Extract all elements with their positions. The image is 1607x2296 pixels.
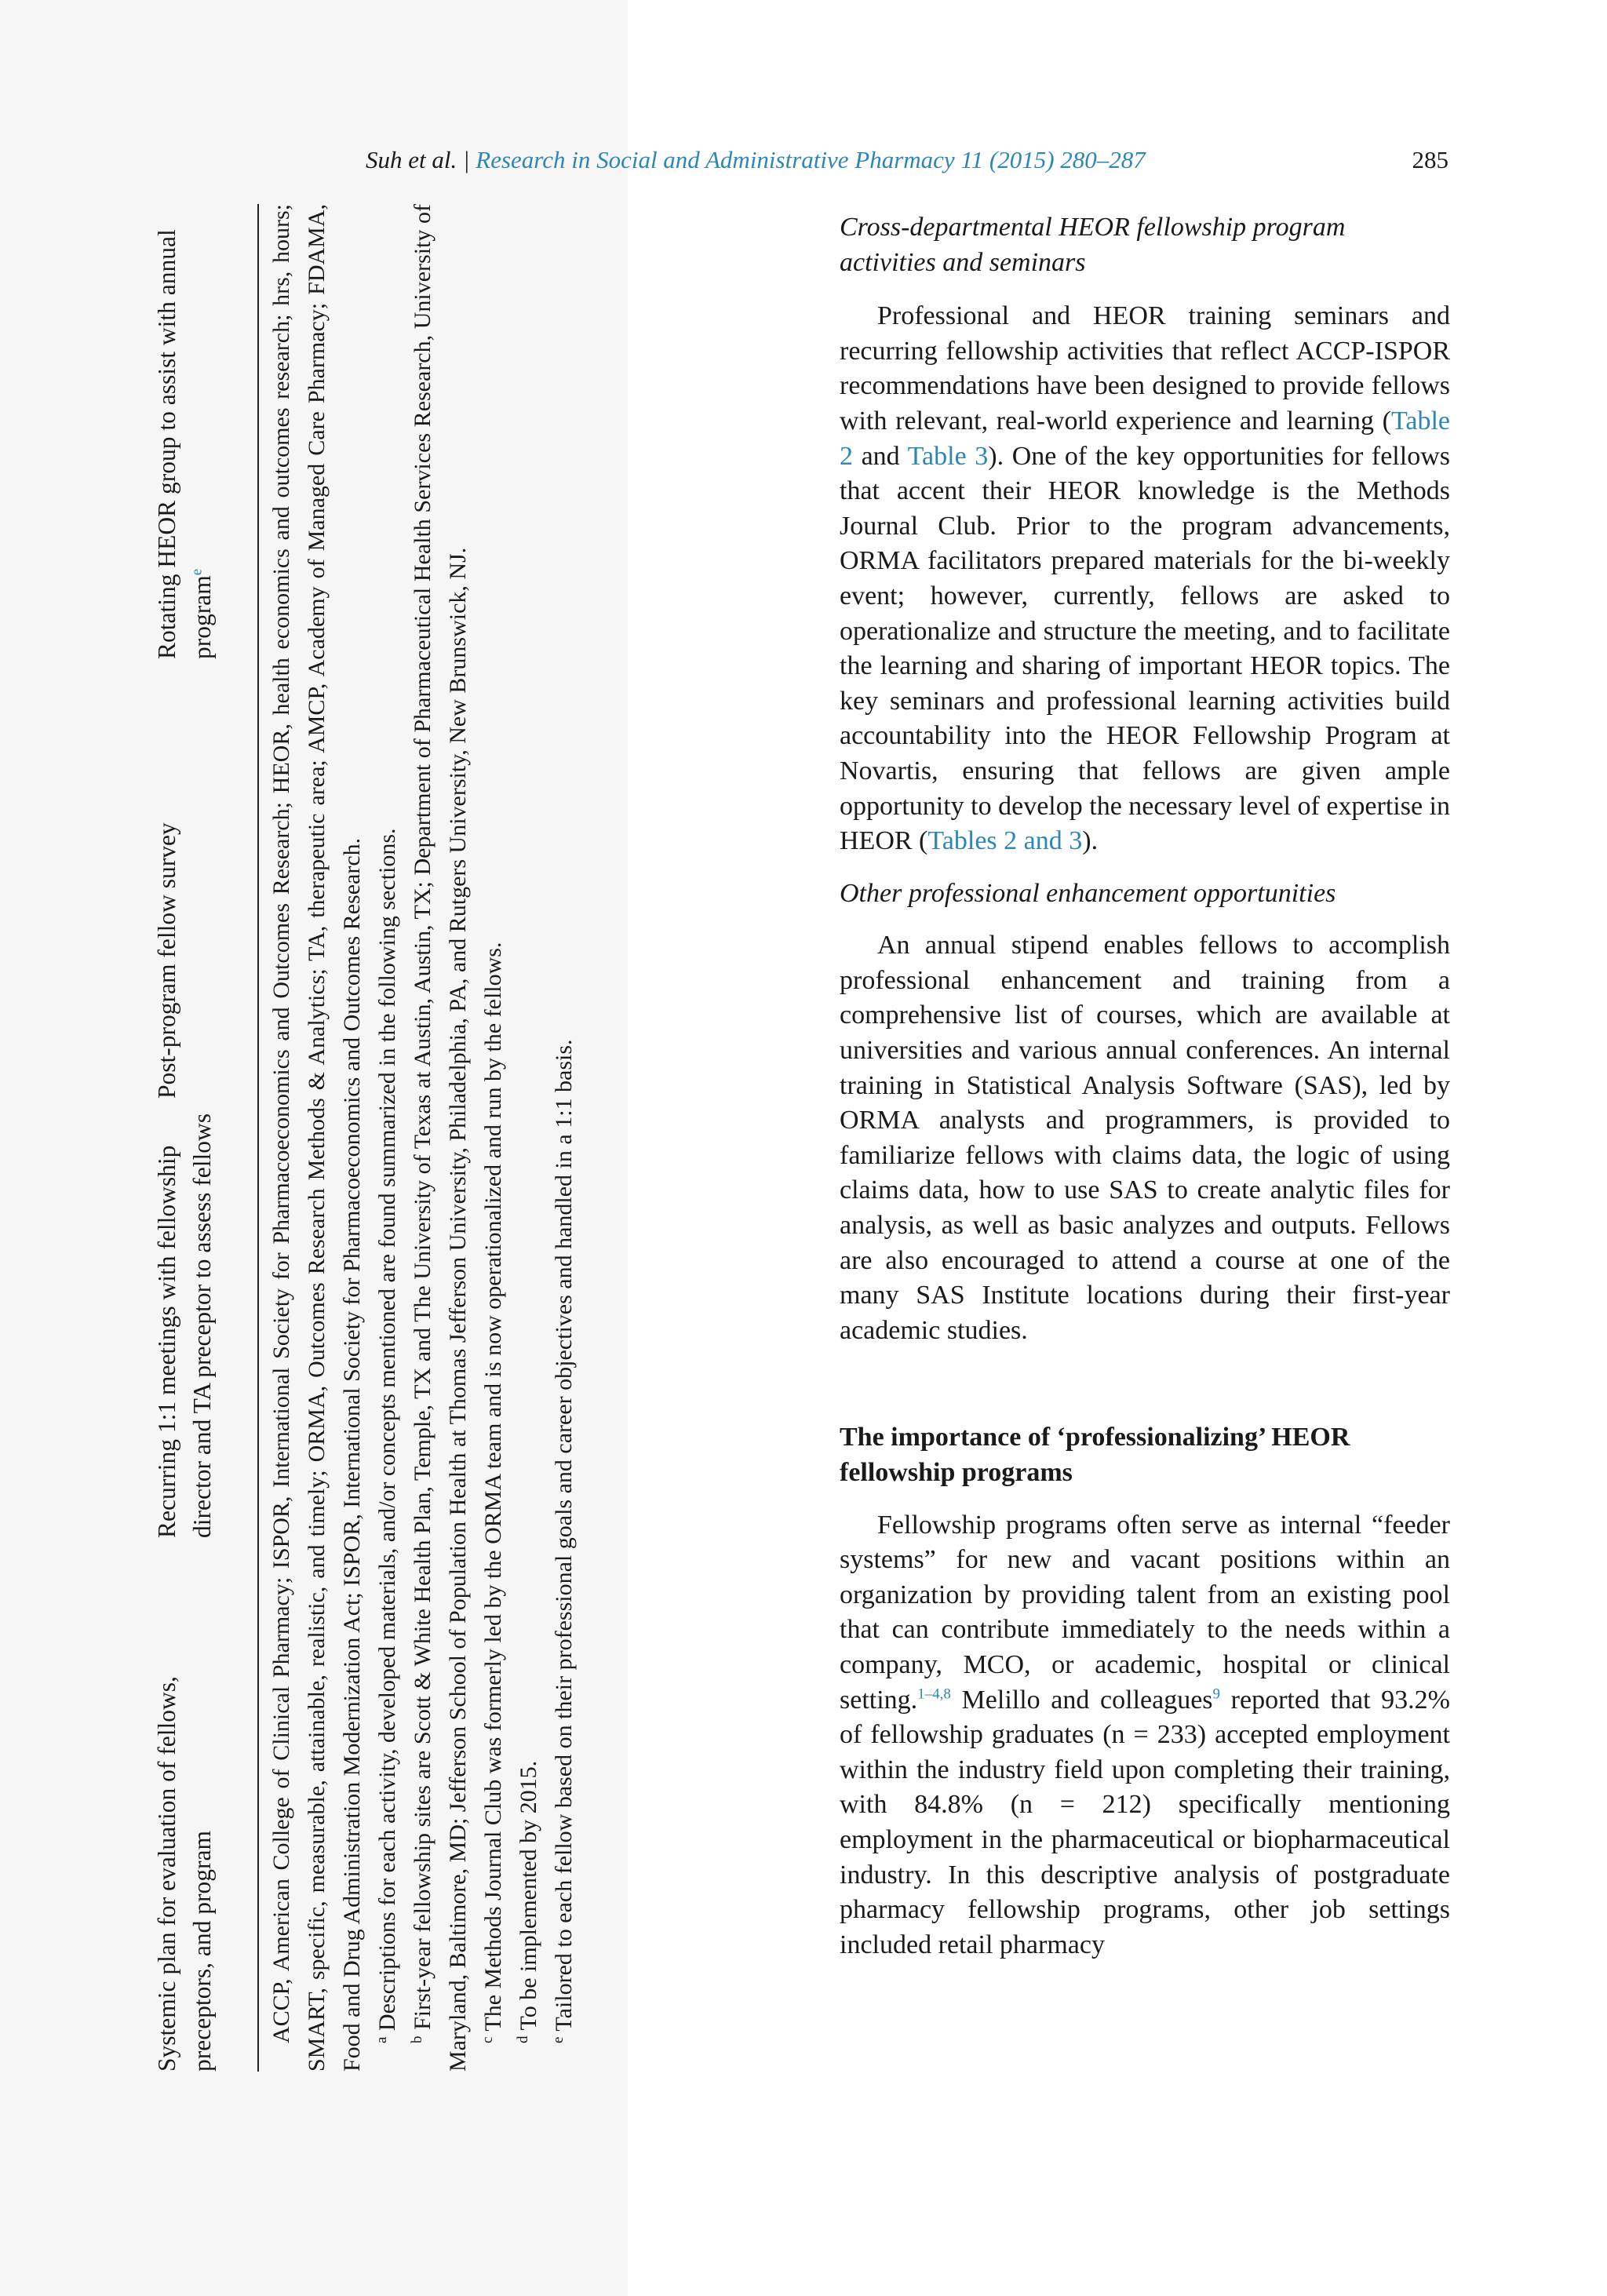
paragraph-prof-text-3: reported that 93.2% of fellowship graduates (n = 233) accepted employment within the industry field upon completing their training, with 84.8% (n = 212) specifically mentioning employment in the pharmaceutical or biopharmaceutical industry. In this descriptive analysis of postgraduate pharmacy fellowship programs, other job settings included retail pharmacy — [840, 1685, 1451, 1959]
paragraph-enhancement: An annual stipend enables fellows to accomplish professional enhancement and training from a comprehensive list of courses, which are available at universities and various annual conferences. An internal training in Statistical Analysis Software (SAS), led by ORMA analysts and programmers, is provided to familiarize fellows with claims data, the logic of using claims data, how to use SAS to create analytic files for analysis, as well as basic analyzes and outputs. Fellows are also encouraged to attend a course at one of the many SAS Institute locations during their first-year academic studies. — [840, 931, 1450, 1345]
header-authors: Suh et al. | — [366, 146, 476, 173]
footnote-abbreviations: ACCP, American College of Clinical Pharmacy; ISPOR, International Society for Pharmacoeconomics and Outcomes Research; HEOR, health economics and outcomes research; hrs, hours; SMART, specific, measurable, attainable, realistic, and timely; ORMA, Outcomes Research Methods & Analytics; TA, therapeutic area; AMCP, Academy of Managed Care Pharmacy; FDAMA, Food and Drug Administration Modernization Act; ISPOR, International Society for Pharmacoeconomics and Outcomes Research. — [268, 204, 365, 2072]
section-heading-professionalizing: The importance of ‘professionalizing’ HEOR fellowship programs — [840, 1423, 1350, 1487]
link-table-2[interactable]: Table 2 — [840, 406, 1450, 471]
paragraph-prof-text-1: Fellowship programs often serve as internal “feeder systems” for new and vacant positions within an organization by providing talent from an existing pool that can contribute immediately to the needs within a company, MCO, or academic, hospital or clinical setting. — [840, 1510, 1450, 1715]
paragraph-activities-text-2: and — [853, 441, 908, 471]
header-journal-link[interactable]: Research in Social and Administrative Pharmacy 11 (2015) 280–287 — [476, 146, 1146, 173]
footnote-e-mark: e — [550, 2036, 567, 2043]
table-cell-recurring-meetings: Recurring 1:1 meetings with fellowship director and TA preceptor to assess fellows — [153, 1113, 216, 1538]
page-number: 285 — [1412, 146, 1448, 173]
footnote-c-mark: c — [479, 2036, 496, 2043]
running-header — [366, 146, 1448, 185]
right-text-column — [840, 210, 1450, 1963]
footnote-a — [370, 204, 405, 2072]
subheading-activities: Cross-departmental HEOR fellowship program activities and seminars — [840, 213, 1346, 277]
footnote-e-text: Tailored to each fellow based on their professional goals and career objectives and handled in a 1:1 basis. — [551, 1039, 577, 2032]
table-cell-evaluation-plan: Systemic plan for evaluation of fellows, preceptors, and program — [153, 1676, 216, 2072]
table-cell-post-program-survey: Post-program fellow survey — [153, 822, 180, 1099]
citation-ref-9[interactable]: 9 — [1212, 1686, 1221, 1703]
rotating-group-text: Rotating HEOR group to assist with annual program — [153, 229, 216, 659]
footnote-b — [405, 204, 476, 2072]
footnote-ref-e[interactable]: e — [188, 568, 206, 576]
table-cell-rotating-group — [149, 220, 220, 659]
paragraph-activities-text-3: ). One of the key opportunities for fellows that accent their HEOR knowledge is the Methods Journal Club. Prior to the program advancements, ORMA facilitators prepared materials for the bi-weekly event; however, currently, fellows are asked to operationalize and structure the meeting, and to facilitate the learning and sharing of important HEOR topics. The key seminars and professional learning activities build accountability into the HEOR Fellowship Program at Novartis, ensuring that fellows are given ample opportunity to develop the necessary level of expertise in HEOR ( — [840, 441, 1450, 856]
footnote-d-mark: d — [515, 2035, 531, 2043]
paragraph-professionalizing — [840, 1508, 1450, 1963]
paragraph-prof-text-2: Melillo and colleagues — [950, 1685, 1213, 1715]
paragraph-activities-text-4: ). — [1082, 826, 1099, 856]
paragraph-activities — [840, 299, 1450, 859]
footnote-d-text: To be implemented by 2015. — [516, 1760, 541, 2031]
footnote-c-text: The Methods Journal Club was formerly led by the ORMA team and is now operationalized and run by the fellows. — [480, 942, 506, 2032]
footnote-b-text: First-year fellowship sites are Scott & White Health Plan, Temple, TX and The University of Texas at Austin, Austin, TX; Department of Pharmaceutical Health Services Research, University of Maryland, Baltimore, MD; Jefferson School of Population Health at Thomas Jefferson University, Philadelphia, PA, and Rutgers University, New Brunswick, NJ. — [410, 203, 471, 2072]
citation-ref-1-4-8[interactable]: 1–4,8 — [917, 1686, 951, 1703]
table-footnotes — [264, 204, 581, 2072]
header-citation — [366, 146, 1146, 174]
footnote-a-mark: a — [374, 2036, 390, 2043]
footnote-e — [546, 204, 581, 2072]
paragraph-activities-text-1: Professional and HEOR training seminars and recurring fellowship activities that reflect ACCP-ISPOR recommendations have been designed to provide fellows with relevant, real-world experience and learning ( — [840, 301, 1450, 436]
link-tables-2-and-3[interactable]: Tables 2 and 3 — [927, 826, 1083, 856]
rotated-table-continuation — [149, 204, 620, 2119]
link-table-3[interactable]: Table 3 — [907, 441, 989, 471]
footnote-b-mark: b — [409, 2035, 425, 2043]
footnote-c — [476, 204, 511, 2072]
footnote-d — [511, 204, 546, 2072]
footnote-a-text: Descriptions for each activity, developed materials, and/or concepts mentioned are found summarized in the following sections. — [374, 828, 400, 2032]
table-bottom-rule — [257, 204, 259, 2072]
table-row — [149, 204, 259, 2119]
subheading-enhancement: Other professional enhancement opportunities — [840, 878, 1336, 908]
